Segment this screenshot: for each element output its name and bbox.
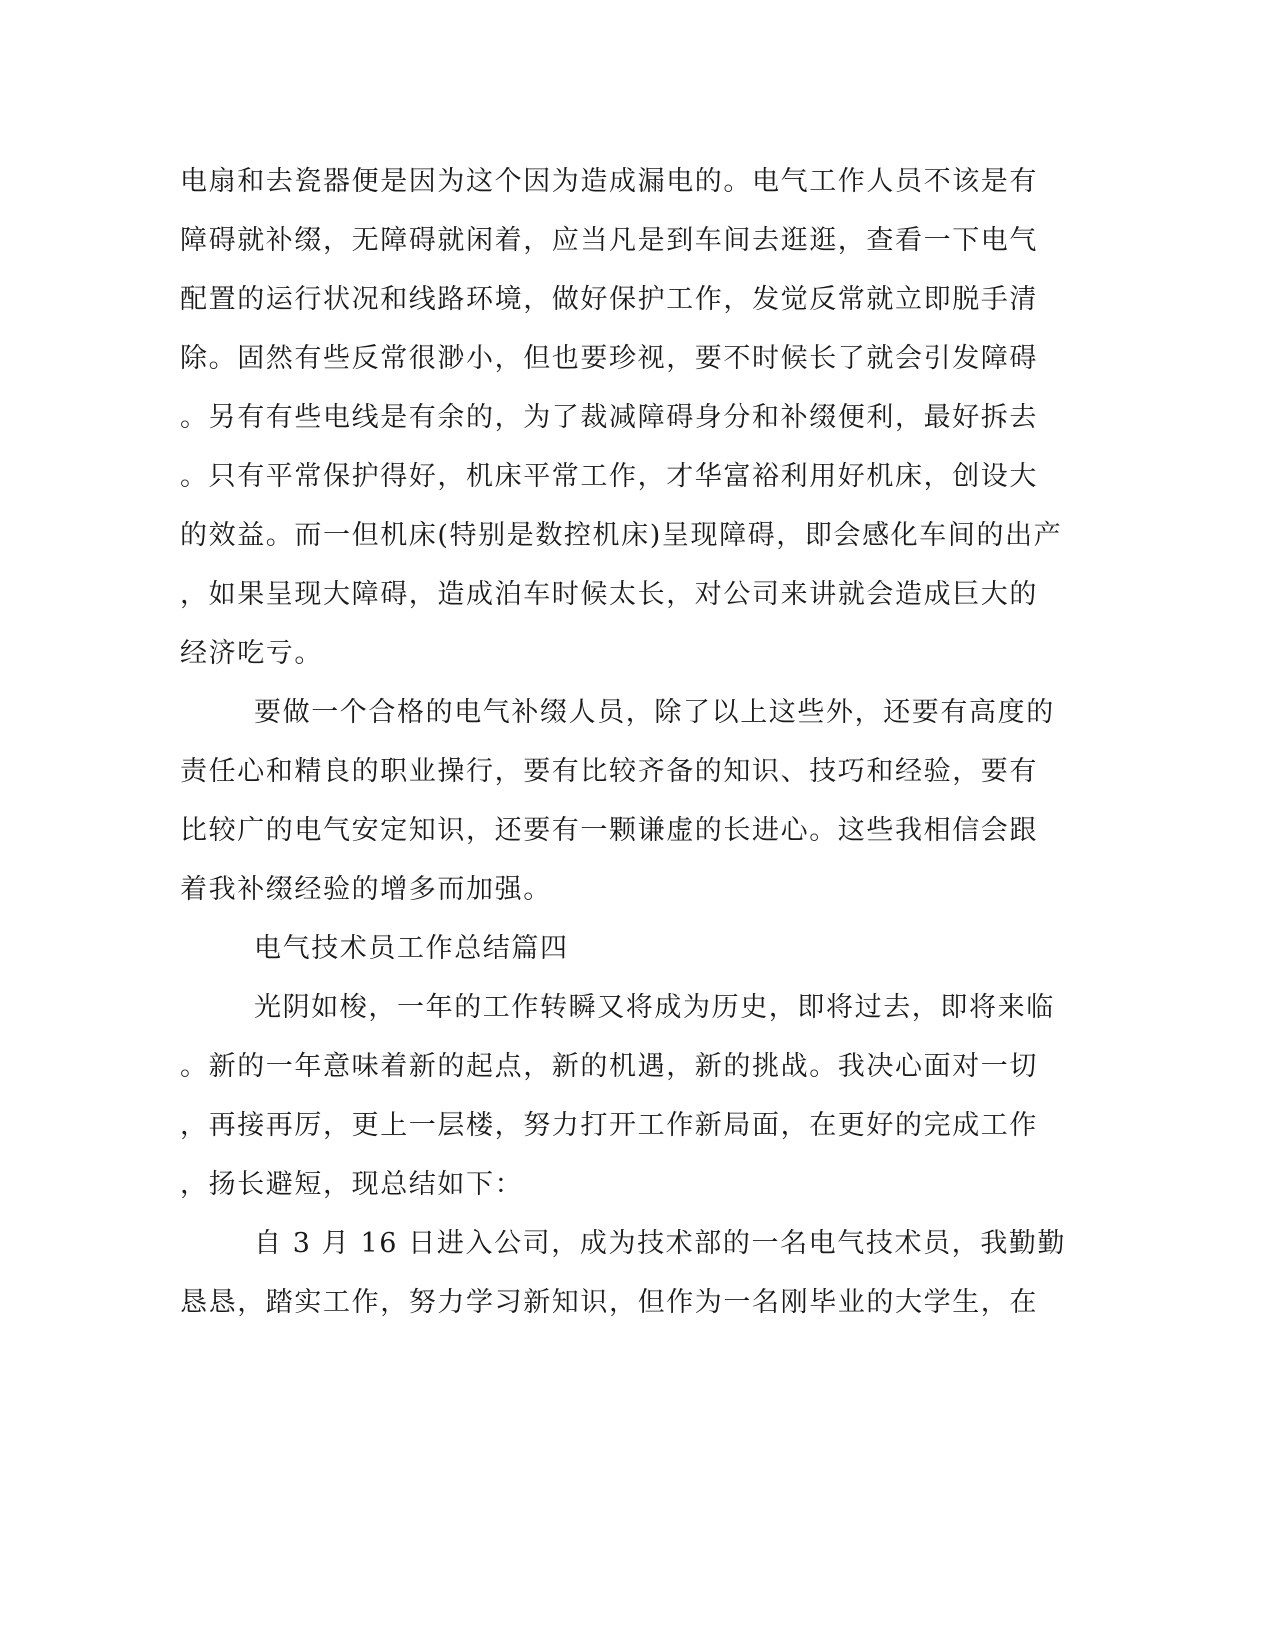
section-heading	[180, 919, 1060, 978]
text-line: 电扇和去瓷器便是因为这个因为造成漏电的。电气工作人员不该是有	[180, 166, 1038, 197]
text-line: 经济吃亏。	[180, 638, 323, 669]
heading-text: 电气技术员工作总结篇四	[254, 933, 569, 964]
paragraph-1	[180, 152, 1063, 683]
text-line: 要做一个合格的电气补缀人员，除了以上这些外，还要有高度的	[254, 697, 1055, 728]
text-line: 配置的运行状况和线路环境，做好保护工作，发觉反常就立即脱手清	[180, 284, 1038, 315]
text-line: 的效益。而一但机床(特别是数控机床)呈现障碍，即会感化车间的出产	[180, 520, 1063, 551]
paragraph-3	[180, 978, 1060, 1214]
text-line: 。另有有些电线是有余的，为了裁减障碍身分和补缀便利，最好拆去	[180, 402, 1038, 433]
text-line: 。新的一年意味着新的起点，新的机遇，新的挑战。我决心面对一切	[180, 1051, 1038, 1082]
text-line: 除。固然有些反常很渺小，但也要珍视，要不时候长了就会引发障碍	[180, 343, 1038, 374]
document-body	[180, 152, 1067, 1332]
text-line: 着我补缀经验的增多而加强。	[180, 874, 552, 905]
text-line: ，如果呈现大障碍，造成泊车时候太长，对公司来讲就会造成巨大的	[180, 579, 1038, 610]
text-line: 。只有平常保护得好，机床平常工作，才华富裕利用好机床，创设大	[180, 461, 1038, 492]
text-line: 光阴如梭，一年的工作转瞬又将成为历史，即将过去，即将来临	[254, 992, 1055, 1023]
text-line: ，再接再厉，更上一层楼，努力打开工作新局面，在更好的完成工作	[180, 1110, 1038, 1141]
paragraph-2	[180, 683, 1060, 919]
text-line: 责任心和精良的职业操行，要有比较齐备的知识、技巧和经验，要有	[180, 756, 1038, 787]
text-line: ，扬长避短，现总结如下：	[180, 1169, 524, 1200]
paragraph-4	[180, 1214, 1067, 1332]
text-line: 自 3 月 16 日进入公司，成为技术部的一名电气技术员，我勤勤	[254, 1228, 1067, 1259]
text-line: 恳恳，踏实工作，努力学习新知识，但作为一名刚毕业的大学生，在	[180, 1287, 1038, 1318]
text-line: 比较广的电气安定知识，还要有一颗谦虚的长进心。这些我相信会跟	[180, 815, 1038, 846]
text-line: 障碍就补缀，无障碍就闲着，应当凡是到车间去逛逛，查看一下电气	[180, 225, 1038, 256]
